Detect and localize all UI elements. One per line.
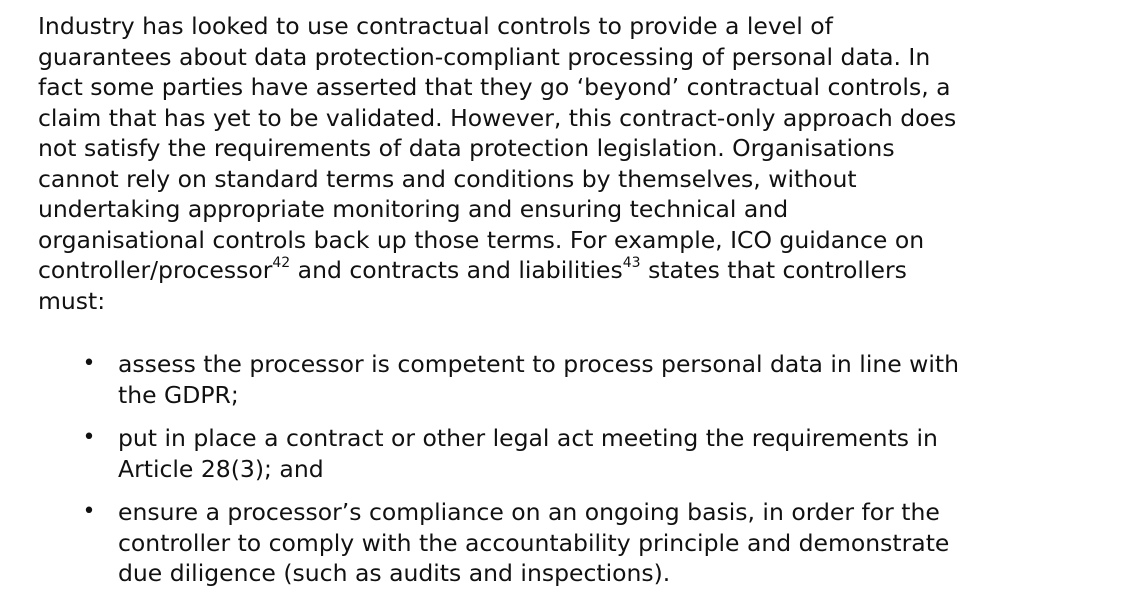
bullet-line: the GDPR;: [118, 380, 239, 409]
requirements-bullet-list: [38, 349, 1118, 589]
bullet-item-assess-processor: [38, 349, 1118, 410]
paragraph-line: claim that has yet to be validated. However, this contract-only approach does: [38, 103, 957, 132]
bullet-line: due diligence (such as audits and inspections).: [118, 559, 671, 587]
paragraph-line: cannot rely on standard terms and conditions by themselves, without: [38, 164, 857, 193]
paragraph-line: not satisfy the requirements of data protection legislation. Organisations: [38, 134, 895, 162]
paragraph-text-segment: and contracts and liabilities: [290, 256, 623, 284]
paragraph-line-with-footnotes: [38, 255, 1118, 286]
paragraph-line: organisational controls back up those terms. For example, ICO guidance on: [38, 225, 925, 254]
bullet-item-ensure-compliance: [38, 497, 1118, 589]
paragraph-line: fact some parties have asserted that they go ‘beyond’ contractual controls, a: [38, 73, 951, 101]
bullet-item-contract: [38, 423, 1118, 484]
bullet-marker-icon: •: [82, 351, 96, 376]
footnote-reference-43[interactable]: 43: [622, 255, 641, 272]
bullet-marker-icon: •: [82, 425, 96, 450]
bullet-line: Article 28(3); and: [118, 454, 324, 483]
body-paragraph: [38, 11, 1118, 316]
bullet-line: ensure a processor’s compliance on an ongoing basis, in order for the: [118, 498, 940, 526]
paragraph-line: guarantees about data protection-compliant processing of personal data. In: [38, 42, 931, 71]
paragraph-line: Industry has looked to use contractual controls to provide a level of: [38, 12, 833, 40]
bullet-line: assess the processor is competent to process personal data in line with: [118, 350, 960, 378]
paragraph-line: must:: [38, 286, 106, 315]
paragraph-line: undertaking appropriate monitoring and ensuring technical and: [38, 195, 789, 223]
bullet-line: put in place a contract or other legal act meeting the requirements in: [118, 424, 938, 452]
bullet-marker-icon: •: [82, 499, 96, 524]
bullet-line: controller to comply with the accountability principle and demonstrate: [118, 528, 950, 557]
paragraph-text-segment: states that controllers: [640, 256, 907, 284]
footnote-reference-42[interactable]: 42: [272, 255, 291, 272]
paragraph-text-segment: controller/processor: [38, 256, 273, 284]
